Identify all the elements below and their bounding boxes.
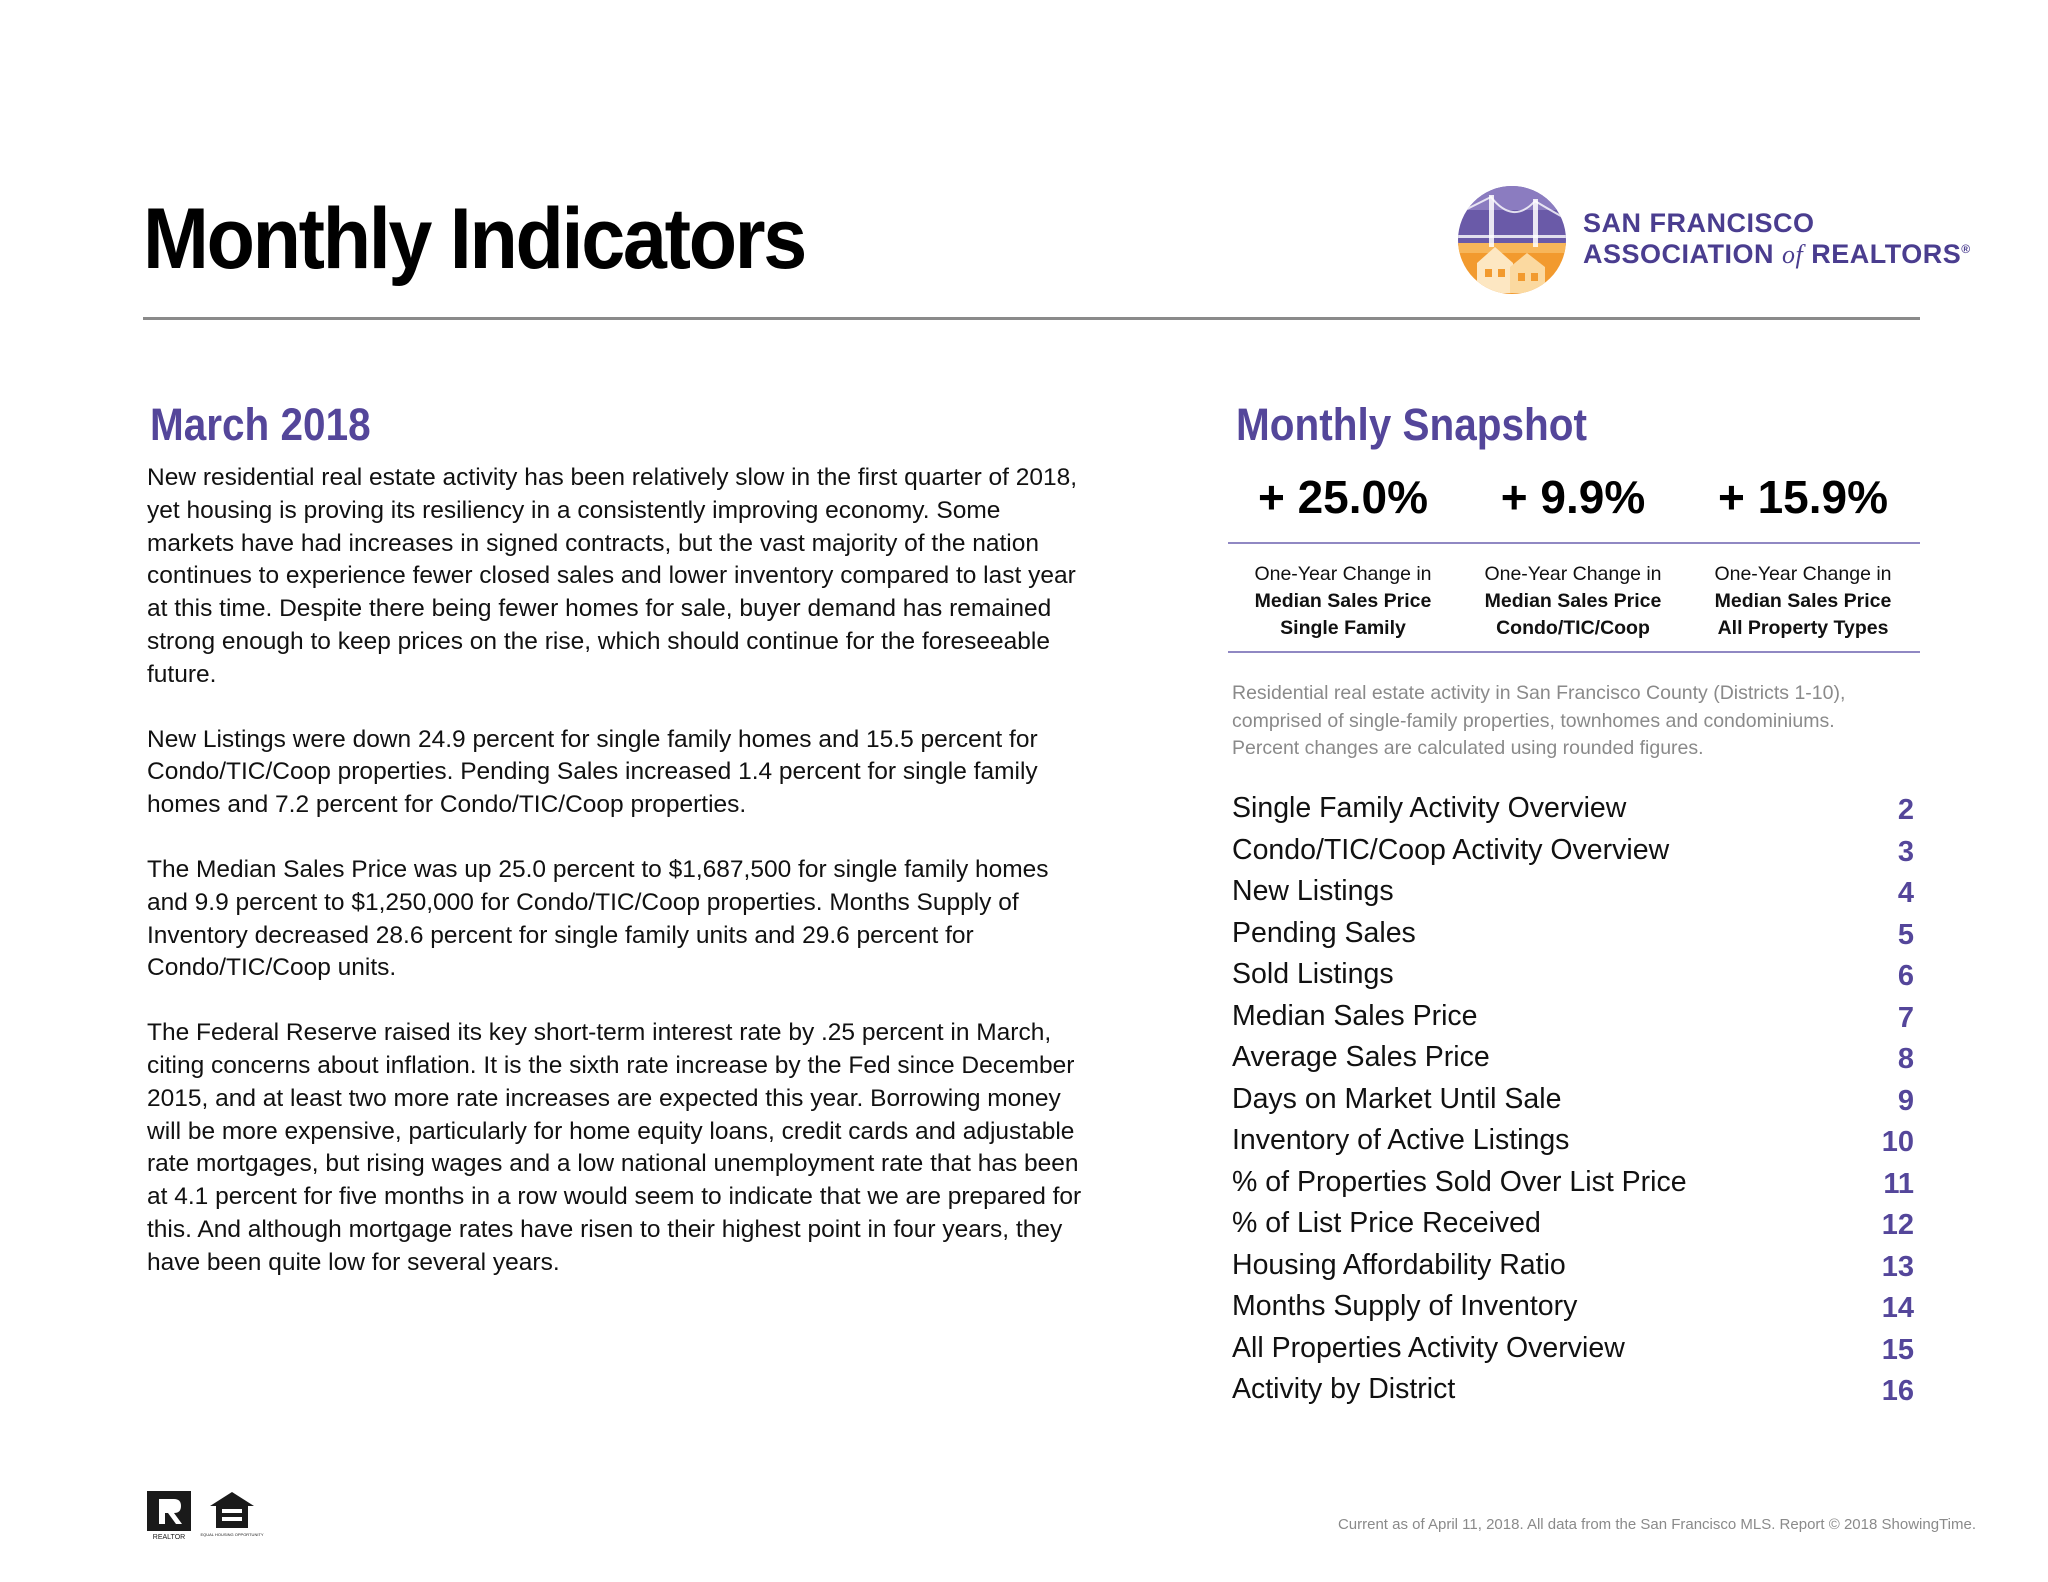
narrative-paragraph-3: The Median Sales Price was up 25.0 percent to $1,687,500 for single family homes and 9.9 percent to $1,250,000 for Condo/TIC/Coop properties. Months Supply of Inventory decreased 28.6 percent for single family units and 29.6 percent for Condo/TIC/Coop units. — [147, 855, 1049, 982]
toc-label: Single Family Activity Overview — [1232, 792, 1627, 824]
logo-line2-of: of — [1782, 240, 1804, 269]
snapshot-note-line: comprised of single-family properties, townhomes and condominiums. — [1232, 709, 1835, 732]
toc-page-number: 8 — [1897, 1043, 1914, 1075]
snapshot-heading: Monthly Snapshot — [1236, 399, 1587, 450]
toc-page-number: 6 — [1897, 960, 1914, 992]
narrative-text — [147, 462, 1087, 1312]
toc-item[interactable] — [1232, 1332, 1914, 1374]
snapshot-note-line: Residential real estate activity in San Francisco County (Districts 1-10), — [1232, 682, 1846, 704]
snapshot-value-single-family: + 25.0% — [1257, 471, 1429, 523]
toc-item[interactable] — [1232, 1166, 1914, 1208]
toc-page-number: 10 — [1881, 1126, 1914, 1158]
equal-housing-label: EQUAL HOUSING OPPORTUNITY — [200, 1532, 264, 1537]
snapshot-label-line2: Median Sales Price — [1254, 590, 1432, 612]
toc-item[interactable] — [1232, 1083, 1914, 1125]
toc-page-number: 15 — [1881, 1333, 1914, 1366]
snapshot-label-line1: One-Year Change in — [1714, 563, 1892, 585]
header-divider — [143, 317, 1920, 320]
toc-label: All Properties Activity Overview — [1232, 1331, 1625, 1364]
snapshot-label-line2: Median Sales Price — [1484, 590, 1662, 612]
toc-page-number: 5 — [1897, 918, 1914, 951]
toc-page-number: 16 — [1881, 1375, 1914, 1407]
logo-line2-post: REALTORS — [1811, 239, 1962, 269]
snapshot-note — [1232, 680, 1932, 763]
toc-item[interactable] — [1232, 1249, 1914, 1291]
toc-item[interactable] — [1232, 917, 1914, 959]
narrative-paragraph-4: The Federal Reserve raised its key short-term interest rate by .25 percent in March, citing concerns about inflation. It is the sixth rate increase by the Fed since December 2015, and at least two more rate increases are expected this year. Borrowing money will be more expensive, particularly for home equity loans, credit cards and adjustable rate mortgages, but rising wages and a low national unemployment rate that has been at 4.1 percent for five months in a row would seem to indicate that we are prepared for this. And although mortgage rates have risen to their highest point in four years, they have been quite low for several years. — [147, 1019, 1082, 1276]
toc-page-number: 3 — [1897, 835, 1914, 868]
toc-label: Average Sales Price — [1232, 1041, 1490, 1073]
toc-page-number: 4 — [1897, 877, 1914, 909]
toc-item[interactable] — [1232, 792, 1914, 834]
toc-item[interactable] — [1232, 834, 1914, 876]
page-title: Monthly Indicators — [143, 191, 805, 287]
toc-item[interactable] — [1232, 958, 1914, 1000]
toc-item[interactable] — [1232, 1124, 1914, 1166]
toc-item[interactable] — [1232, 1373, 1914, 1415]
toc-page-number: 2 — [1897, 794, 1914, 826]
toc-label: New Listings — [1232, 875, 1394, 907]
snapshot-label-line1: One-Year Change in — [1484, 563, 1662, 585]
logo-line2-pre: ASSOCIATION — [1583, 239, 1775, 269]
snapshot-label-all-types — [1688, 561, 1918, 642]
narrative-paragraph-1: New residential real estate activity has been relatively slow in the first quarter of 2018, yet housing is proving its resiliency in a consistently improving economy. Some markets have had increases in signed contracts, but the vast majority of the nation continues to experience fewer closed sales and lower inventory compared to last year at this time. Despite there being fewer homes for sale, buyer demand has remained strong enough to keep prices on the rise, which should continue for the foreseeable future. — [147, 464, 1078, 688]
narrative-heading: March 2018 — [150, 399, 371, 450]
toc-label: Pending Sales — [1232, 916, 1416, 949]
logo-line2 — [1583, 239, 1971, 270]
toc-label: % of Properties Sold Over List Price — [1232, 1165, 1687, 1198]
toc-page-number: 7 — [1897, 1001, 1914, 1034]
toc-label: Inventory of Active Listings — [1232, 1124, 1570, 1156]
toc-item[interactable] — [1232, 875, 1914, 917]
table-of-contents — [1232, 792, 1914, 1415]
toc-page-number: 13 — [1881, 1250, 1914, 1283]
registered-mark: ® — [1961, 242, 1971, 256]
snapshot-label-condo — [1458, 561, 1688, 642]
snapshot-label-line3: Single Family — [1280, 617, 1406, 639]
snapshot-label-line1: One-Year Change in — [1254, 563, 1432, 585]
snapshot-label-line2: Median Sales Price — [1714, 590, 1892, 612]
toc-item[interactable] — [1232, 1041, 1914, 1083]
snapshot-value-all-types: + 15.9% — [1717, 471, 1889, 523]
snapshot-top-rule — [1228, 542, 1920, 544]
toc-page-number: 11 — [1883, 1167, 1914, 1200]
realtor-label: REALTOR — [152, 1534, 186, 1541]
equal-housing-icon — [200, 1490, 264, 1540]
toc-label: % of List Price Received — [1232, 1207, 1541, 1239]
sfar-logo — [1455, 185, 1971, 295]
golden-gate-house-logo-icon — [1455, 185, 1570, 295]
toc-label: Condo/TIC/Coop Activity Overview — [1232, 833, 1670, 866]
snapshot-label-line3: All Property Types — [1717, 617, 1889, 639]
footer-note: Current as of April 11, 2018. All data from the San Francisco MLS. Report © 2018 ShowingTime. — [1337, 1516, 1976, 1533]
realtor-icon — [146, 1490, 192, 1540]
toc-item[interactable] — [1232, 1000, 1914, 1042]
toc-item[interactable] — [1232, 1207, 1914, 1249]
toc-label: Days on Market Until Sale — [1232, 1082, 1562, 1115]
toc-label: Sold Listings — [1232, 958, 1394, 990]
toc-page-number: 12 — [1881, 1209, 1914, 1241]
snapshot-label-line3: Condo/TIC/Coop — [1496, 617, 1650, 639]
toc-label: Median Sales Price — [1232, 999, 1478, 1032]
snapshot-value-condo: + 9.9% — [1500, 471, 1646, 523]
snapshot-note-line: Percent changes are calculated using rounded figures. — [1232, 737, 1704, 759]
narrative-paragraph-2: New Listings were down 24.9 percent for single family homes and 15.5 percent for Condo/TIC/Coop properties. Pending Sales increased 1.4 percent for single family homes and 7.2 percent for Condo/TIC/Coop properties. — [147, 725, 1038, 819]
snapshot-label-single-family — [1228, 561, 1458, 642]
toc-item[interactable] — [1232, 1290, 1914, 1332]
toc-label: Activity by District — [1232, 1373, 1456, 1405]
snapshot-bottom-rule — [1228, 651, 1920, 653]
toc-label: Months Supply of Inventory — [1232, 1290, 1578, 1322]
snapshot-values — [1228, 470, 1918, 540]
logo-line1: SAN FRANCISCO — [1583, 208, 1815, 238]
toc-label: Housing Affordability Ratio — [1232, 1248, 1566, 1281]
toc-page-number: 9 — [1897, 1084, 1914, 1117]
toc-page-number: 14 — [1881, 1292, 1914, 1324]
